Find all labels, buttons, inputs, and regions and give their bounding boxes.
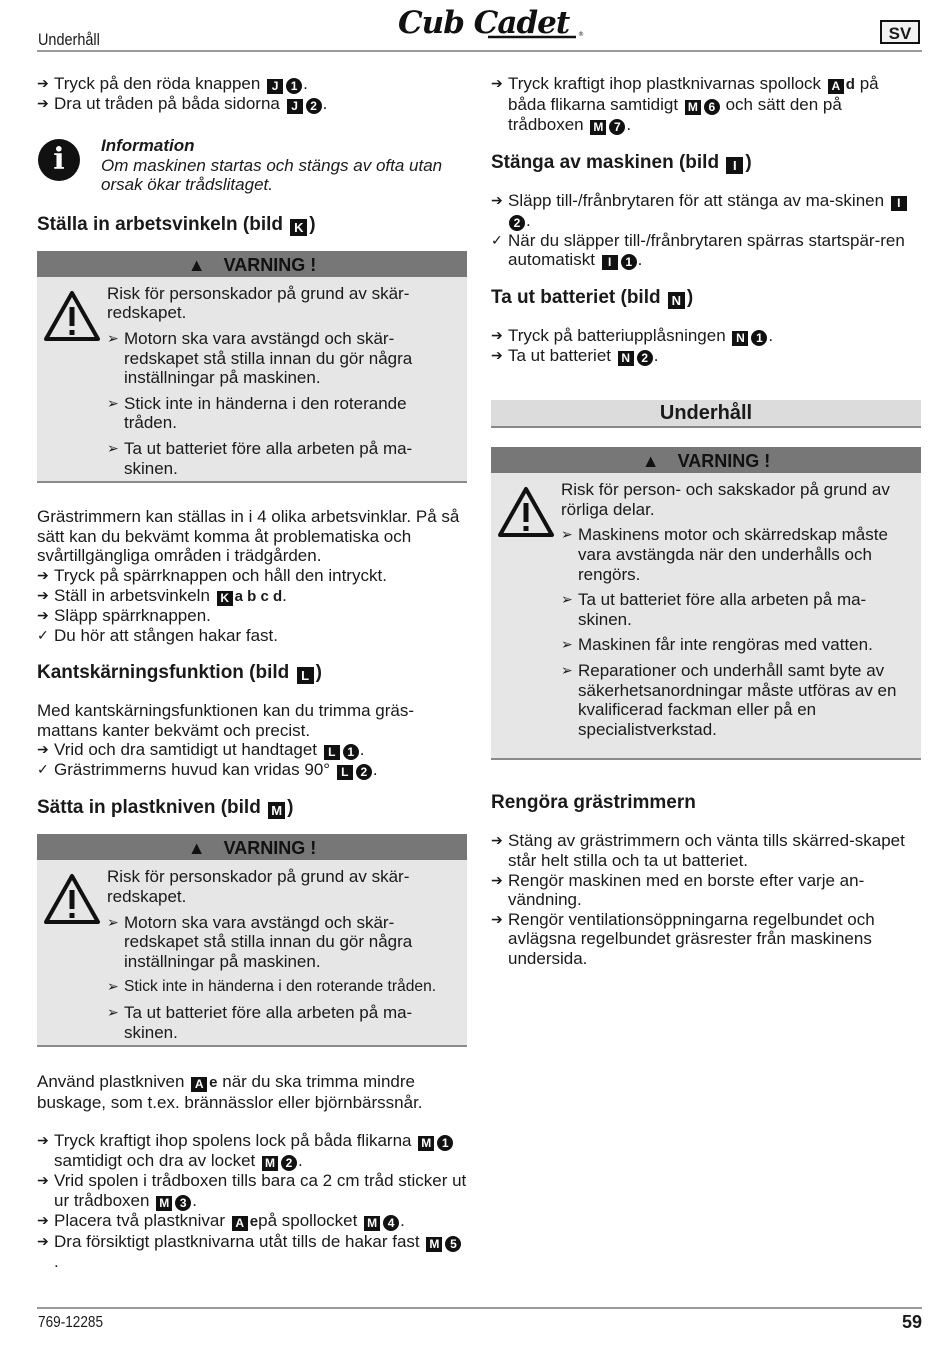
arrow-icon	[491, 910, 503, 930]
footer-rule	[37, 1307, 922, 1309]
section-title-maintenance: Underhåll	[491, 400, 921, 428]
heading-edge-function: Kantskärningsfunktion (bild L )	[37, 662, 322, 684]
callout-number: 2	[306, 98, 322, 114]
arrow-icon	[491, 74, 503, 94]
pointer-icon	[107, 913, 119, 933]
left-column	[37, 74, 467, 1271]
pointer-icon	[561, 525, 573, 545]
paragraph: Använd plastkniven A e när du ska trimma mindre buskage, som t.ex. brännässlor eller björnbärssnår.	[37, 1072, 423, 1112]
arrow-icon	[491, 191, 503, 211]
arrow-icon	[37, 740, 49, 760]
arrow-icon	[37, 586, 49, 606]
step: ➔ Tryck kraftigt ihop plastknivarnas spollock A d på båda flikarna samtidigt M 6 och sätt den på trådboxen M 7 .	[491, 74, 921, 135]
warning-item: ➢ Ta ut batteriet före alla arbeten på ma-skinen.	[107, 1003, 461, 1042]
step: ➔ Rengör maskinen med en borste efter varje an-vändning.	[491, 871, 921, 910]
arrow-icon	[37, 1131, 49, 1151]
warning-box	[37, 251, 467, 483]
step: ➔ Stäng av grästrimmern och vänta tills skärred-skapet står helt stilla och ta ut batteriet.	[491, 831, 921, 870]
heading-stop-machine: Stänga av maskinen (bild I )	[491, 151, 752, 173]
info-note	[37, 136, 467, 195]
warning-lead: Risk för person- och sakskador på grund av rörliga delar.	[561, 480, 890, 519]
warning-small-icon: ▲	[187, 838, 206, 859]
warning-item: ➢ Ta ut batteriet före alla arbeten på ma-skinen.	[107, 439, 461, 478]
warning-header: ▲ VARNING !	[37, 834, 467, 860]
arrow-icon	[491, 871, 503, 891]
step: ➔ Släpp spärrknappen.	[37, 606, 467, 626]
step: ➔ Vrid spolen i trådboxen tills bara ca 2 cm tråd sticker ut ur trådboxen M 3 .	[37, 1171, 467, 1211]
step: ➔ Ställ in arbetsvinkeln K a b c d.	[37, 586, 467, 607]
arrow-icon	[491, 326, 503, 346]
check-icon	[491, 231, 503, 251]
paragraph: Med kantskärningsfunktionen kan du trimma gräs-mattans kanter bekvämt och precist.	[37, 701, 415, 740]
warning-item: ➢ Stick inte in händerna i den roterande tråden.	[107, 394, 461, 433]
pointer-icon	[107, 329, 119, 349]
arrow-icon	[491, 346, 503, 366]
warning-item: ➢ Maskinen får inte rengöras med vatten.	[561, 635, 915, 655]
header-rule	[37, 50, 922, 52]
warning-box	[37, 834, 467, 1047]
warning-header: ▲ VARNING !	[491, 447, 921, 473]
svg-text:®: ®	[578, 31, 584, 38]
step: ✓ Grästrimmerns huvud kan vridas 90° L 2 .	[37, 760, 467, 780]
figure-ref: J	[287, 99, 303, 114]
step: ✓ Du hör att stången hakar fast.	[37, 626, 467, 646]
warning-box	[491, 447, 921, 760]
step: ➔ Vrid och dra samtidigt ut handtaget L 1 .	[37, 740, 467, 760]
step: ➔ Släpp till-/frånbrytaren för att stänga av ma-skinen I2 .	[491, 191, 921, 231]
step: ➔ Tryck på batteriupplåsningen N 1 .	[491, 326, 921, 346]
figure-ref: J	[267, 79, 283, 94]
heading-plastic-knife: Sätta in plastkniven (bild M )	[37, 797, 294, 819]
warning-item: ➢ Maskinens motor och skärredskap måste vara avstängda när den underhålls och rengörs.	[561, 525, 915, 584]
page-number: 59	[901, 1312, 922, 1332]
warning-icon	[43, 873, 101, 925]
pointer-icon	[107, 439, 119, 459]
step: ➔ Ta ut batteriet N 2 .	[491, 346, 921, 366]
heading-clean-trimmer: Rengöra grästrimmern	[491, 792, 696, 814]
warning-item: ➢ Reparationer och underhåll samt byte av säkerhetsanordningar måste utföras av en kvalificerad fackman eller på en specialistverkstad.	[561, 661, 915, 755]
step: ➔ Placera två plastknivar A epå spollocket M 4 .	[37, 1211, 467, 1232]
arrow-icon	[37, 1171, 49, 1191]
right-column	[491, 74, 921, 968]
header-section-title: Underhåll	[38, 30, 100, 49]
callout-number: 1	[286, 78, 302, 94]
warning-icon	[497, 486, 555, 538]
info-icon: i	[38, 139, 80, 181]
pointer-icon	[107, 977, 119, 997]
warning-item: ➢ Stick inte in händerna i den roterande tråden.	[107, 977, 461, 997]
step: ➔ Dra försiktigt plastknivarna utåt tills de hakar fast M 5.	[37, 1232, 467, 1272]
arrow-icon	[37, 1211, 49, 1231]
pointer-icon	[561, 590, 573, 610]
pointer-icon	[107, 1003, 119, 1023]
cub-cadet-logo	[396, 2, 586, 44]
arrow-icon	[37, 1232, 49, 1252]
step: ➔ Rengör ventilationsöppningarna regelbundet och avlägsna regelbundet gräsrester från maskinens undersida.	[491, 910, 921, 969]
heading-remove-battery: Ta ut batteriet (bild N )	[491, 287, 694, 309]
warning-lead: Risk för personskador på grund av skär-redskapet.	[107, 867, 410, 907]
step: ➔ Tryck kraftigt ihop spolens lock på båda flikarna M 1 samtidigt och dra av locket M 2 .	[37, 1131, 467, 1171]
warning-icon	[43, 290, 101, 342]
warning-item: ➢ Ta ut batteriet före alla arbeten på ma-skinen.	[561, 590, 915, 629]
svg-text:Cub Cadet: Cub Cadet	[398, 5, 570, 41]
pointer-icon	[561, 661, 573, 681]
arrow-icon	[37, 606, 49, 626]
info-text: Om maskinen startas och stängs av ofta utan orsak ökar trådslitaget.	[101, 155, 443, 195]
step: ✓ När du släpper till-/frånbrytaren spärras startspär-ren automatiskt I 1 .	[491, 231, 921, 271]
paragraph: Grästrimmern kan ställas in i 4 olika arbetsvinklar. På så sätt kan du bekvämt komma åt problematiska och svårtillgängliga områden i trädgården.	[37, 507, 460, 566]
warning-small-icon: ▲	[641, 451, 660, 472]
step: ➔ Tryck på den röda knappen J 1 .	[37, 74, 467, 94]
language-badge: SV	[880, 20, 920, 44]
pointer-icon	[107, 394, 119, 414]
step: ➔ Dra ut tråden på båda sidorna J 2 .	[37, 94, 467, 114]
warning-item: ➢ Motorn ska vara avstängd och skär-redskapet stå stilla innan du gör några inställningar på maskinen.	[107, 329, 461, 388]
pointer-icon	[561, 635, 573, 655]
arrow-icon	[37, 94, 49, 114]
warning-header: ▲ VARNING !	[37, 251, 467, 277]
arrow-icon	[491, 831, 503, 851]
warning-lead: Risk för personskador på grund av skär-redskapet.	[107, 283, 410, 323]
arrow-icon	[37, 566, 49, 586]
warning-small-icon: ▲	[187, 254, 206, 275]
document-number: 769-12285	[38, 1314, 104, 1331]
step: ➔ Tryck på spärrknappen och håll den intryckt.	[37, 566, 467, 586]
check-icon	[37, 626, 49, 646]
arrow-icon	[37, 74, 49, 94]
warning-item: ➢ Motorn ska vara avstängd och skär-redskapet stå stilla innan du gör några inställningar på maskinen.	[107, 913, 461, 972]
info-title: Information	[101, 136, 195, 155]
check-icon	[37, 760, 49, 780]
heading-work-angle: Ställa in arbetsvinkeln (bild K )	[37, 213, 316, 235]
